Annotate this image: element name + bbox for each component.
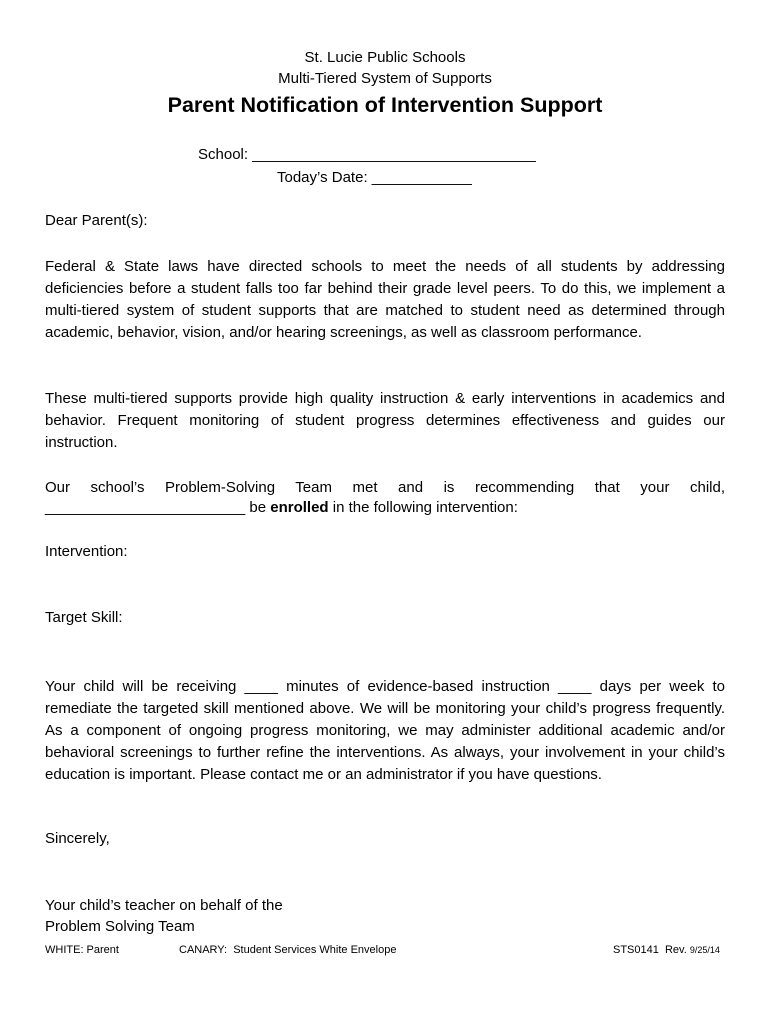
form-code: STS0141 Rev. (613, 944, 687, 956)
date-field: Today’s Date: ____________ (277, 169, 472, 186)
intervention-label: Intervention: (45, 543, 128, 560)
paragraph-team-line1: Our school’s Problem-Solving Team met and is recommending that your child, (45, 479, 725, 496)
paragraph-supports: These multi-tiered supports provide high quality instruction & early interventions in academics and behavior. Frequent monitoring of student progress determines effectiveness and guides our instruction. (45, 390, 725, 451)
signature-line-1: Your child’s teacher on behalf of the (45, 897, 283, 914)
child-name-blank: ________________________ (45, 499, 246, 516)
revision-date: 9/25/14 (689, 945, 720, 955)
greeting: Dear Parent(s): (45, 212, 148, 229)
page-title: Parent Notification of Intervention Support (167, 93, 603, 117)
closing: Sincerely, (45, 830, 110, 847)
signature-line-2: Problem Solving Team (45, 918, 195, 935)
paragraph-team-line2 (45, 499, 518, 516)
intervention-intro: in the following intervention: (332, 499, 518, 516)
school-field: School: __________________________________ (198, 146, 536, 163)
program-name: Multi-Tiered System of Supports (278, 70, 492, 87)
target-skill-label: Target Skill: (45, 609, 123, 626)
be-text: be (249, 499, 267, 516)
district-name: St. Lucie Public Schools (304, 49, 466, 66)
footer-white-copy: WHITE: Parent (45, 944, 119, 956)
paragraph-laws: Federal & State laws have directed schools to meet the needs of all students by addressing deficiencies before a student falls too far behind their grade level peers. To do this, we implement a multi-tiered system of student supports that are matched to student need as determined through academic, behavior, vision, and/or hearing screenings, as well as classroom performance. (45, 258, 725, 341)
footer-form-code (613, 944, 720, 956)
paragraph-instruction: Your child will be receiving ____ minutes of evidence-based instruction ____ days per week to remediate the targeted skill mentioned above. We will be monitoring your child’s progress frequently. As a component of ongoing progress monitoring, we may administer additional academic and/or behavioral screenings to further refine the interventions. As always, your involvement in your child’s education is important. Please contact me or an administrator if you have questions. (45, 678, 725, 783)
footer-canary-copy: CANARY: Student Services White Envelope (179, 944, 397, 956)
enrolled-text: enrolled (270, 499, 329, 516)
